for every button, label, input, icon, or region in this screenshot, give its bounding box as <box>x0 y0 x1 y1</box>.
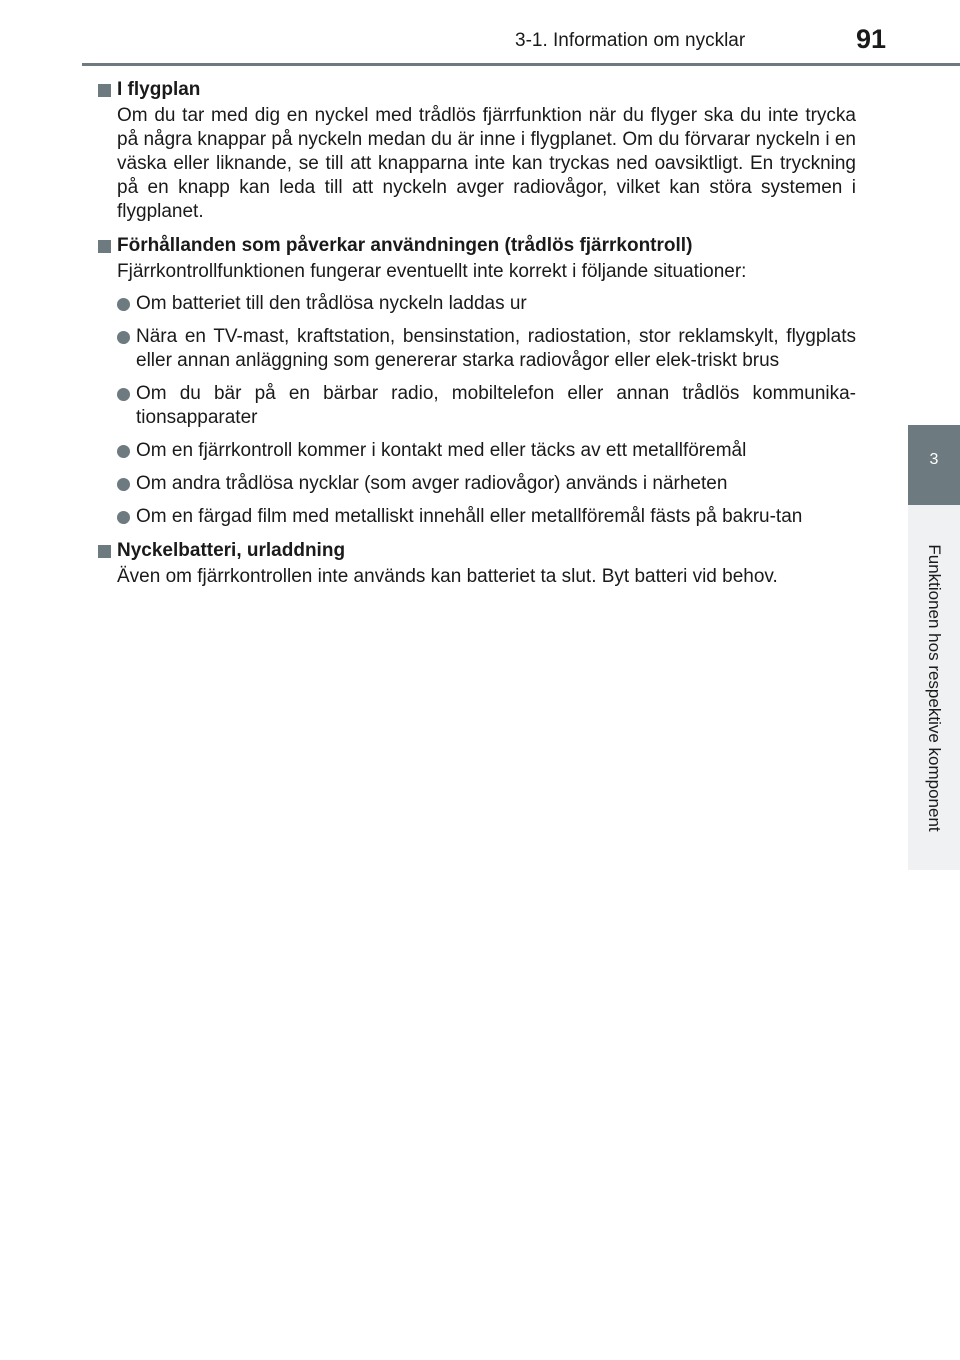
list-item <box>117 382 856 430</box>
page-number: 91 <box>856 24 887 54</box>
list-item-text: Om batteriet till den trådlösa nyckeln laddas ur <box>136 293 527 314</box>
list-item <box>117 472 856 496</box>
list-item <box>117 439 856 463</box>
page-content <box>98 78 856 599</box>
list-item-text: Om du bär på en bärbar radio, mobiltelefon eller annan trådlös kommunika-tionsapparater <box>136 383 856 428</box>
section-key-battery <box>98 539 856 589</box>
section-title-text: Nyckelbatteri, urladdning <box>117 540 346 561</box>
square-bullet-icon <box>98 240 111 253</box>
round-bullet-icon <box>117 478 130 491</box>
section-title <box>98 78 856 102</box>
header-section-title: 3-1. Information om nycklar <box>515 30 746 51</box>
section-title-text: I flygplan <box>117 79 201 100</box>
chapter-title: Funktionen hos respektive komponent <box>925 544 944 832</box>
square-bullet-icon <box>98 84 111 97</box>
section-paragraph: Även om fjärrkontrollen inte används kan batteriet ta slut. Byt batteri vid behov. <box>117 566 778 587</box>
round-bullet-icon <box>117 298 130 311</box>
chapter-tab: 3 <box>908 425 960 505</box>
section-title-text: Förhållanden som påverkar användningen (trådlös fjärrkontroll) <box>117 235 693 256</box>
section-title <box>98 234 856 258</box>
list-item <box>117 325 856 373</box>
square-bullet-icon <box>98 545 111 558</box>
list-item-text: Nära en TV-mast, kraftstation, bensinstation, radiostation, stor reklamskylt, flygplats eller annan anläggning som genererar starka radiovågor eller elek-triskt brus <box>136 326 856 371</box>
round-bullet-icon <box>117 445 130 458</box>
section-title <box>98 539 856 563</box>
section-paragraph: Om du tar med dig en nyckel med trådlös fjärrfunktion när du flyger ska du inte trycka på några knappar på nyckeln medan du är inne i flygplanet. Om du förvarar nyckeln i en väska eller liknande, se till att knapparna inte kan tryckas ned oavsiktligt. En tryckning på en knapp kan leda till att nyckeln avger radiovågor, vilket kan störa systemen i flygplanet. <box>117 105 856 222</box>
list-item-text: Om en färgad film med metalliskt innehåll eller metallföremål fästs på bakru-tan <box>136 506 803 527</box>
list-item-text: Om en fjärrkontroll kommer i kontakt med eller täcks av ett metallföremål <box>136 440 747 461</box>
condition-list <box>117 292 856 529</box>
round-bullet-icon <box>117 388 130 401</box>
section-in-airplane <box>98 78 856 224</box>
section-paragraph: Fjärrkontrollfunktionen fungerar eventuellt inte korrekt i följande situationer: <box>117 261 747 282</box>
header-rule <box>82 63 960 66</box>
section-conditions <box>98 234 856 529</box>
list-item-text: Om andra trådlösa nycklar (som avger radiovågor) används i närheten <box>136 473 728 494</box>
list-item <box>117 505 856 529</box>
round-bullet-icon <box>117 331 130 344</box>
round-bullet-icon <box>117 511 130 524</box>
list-item <box>117 292 856 316</box>
